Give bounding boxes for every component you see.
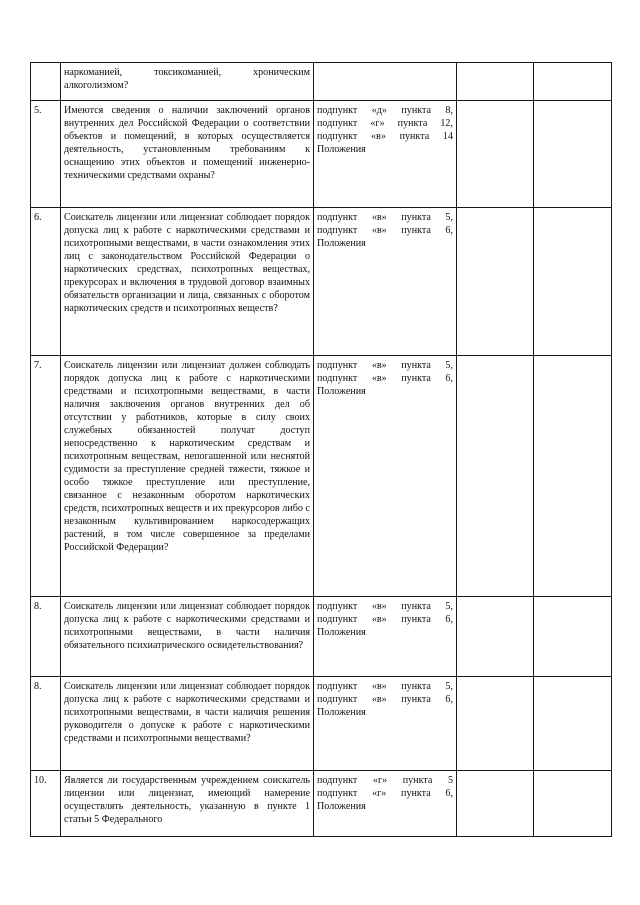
row-number: 10. xyxy=(31,771,61,837)
note-cell xyxy=(534,771,612,837)
legal-reference xyxy=(314,208,457,356)
row-number: 6. xyxy=(31,208,61,356)
reference-line: подпункт «в» пункта 5, xyxy=(317,681,453,692)
reference-line: подпункт «в» пункта 5, xyxy=(317,212,453,223)
requirement-question: Соискатель лицензии или лицензиат соблюдает порядок допуска лиц к работе с наркотическими средствами и психотропными веществами, в части наличия обязательного психиатрического освидетельствования? xyxy=(61,597,314,677)
row-number: 7. xyxy=(31,356,61,597)
note-cell xyxy=(534,208,612,356)
answer-cell xyxy=(457,356,534,597)
table-row xyxy=(31,597,612,677)
answer-cell xyxy=(457,677,534,771)
note-cell xyxy=(534,101,612,208)
answer-cell xyxy=(457,597,534,677)
reference-line: подпункт «в» пункта 14 xyxy=(317,131,453,142)
reference-line: подпункт «в» пункта 6, xyxy=(317,373,453,384)
reference-line: Положения xyxy=(317,707,366,718)
requirement-question: Имеются сведения о наличии заключений органов внутренних дел Российской Федерации о соответствии объектов и помещений, в которых осуществляется деятельность, установленным требованиям к оснащению этих объектов и помещений инженерно-техническими средствами охраны? xyxy=(61,101,314,208)
row-number: 5. xyxy=(31,101,61,208)
requirement-question: наркоманией, токсикоманией, хроническим алкоголизмом? xyxy=(61,63,314,101)
reference-line: подпункт «в» пункта 5, xyxy=(317,601,453,612)
reference-line: Положения xyxy=(317,144,366,155)
table-row xyxy=(31,208,612,356)
table-row xyxy=(31,677,612,771)
requirement-question: Соискатель лицензии или лицензиат должен соблюдать порядок допуска лиц к работе с наркотическими средствами и психотропными веществами, в части наличия заключения органов внутренних дел об отсутствии у работников, которые в силу своих служебных обязанностей получат доступ непосредственно к наркотическим средствам и психотропным веществам, непогашенной или неснятой судимости за преступление средней тяжести, тяжкое и особо тяжкое преступление или преступление, связанное с незаконным оборотом наркотических средств, психотропных веществ и их прекурсоров либо с незаконным культивированием наркосодержащих растений, в том числе совершенное за пределами Российской Федерации? xyxy=(61,356,314,597)
row-number xyxy=(31,63,61,101)
legal-reference xyxy=(314,101,457,208)
table-row xyxy=(31,63,612,101)
reference-line: Положения xyxy=(317,627,366,638)
requirement-question: Соискатель лицензии или лицензиат соблюдает порядок допуска лиц к работе с наркотическими средствами и психотропными веществами, в части наличия решения руководителя о допуске к работе с наркотическими средствами и психотропными веществами? xyxy=(61,677,314,771)
note-cell xyxy=(534,597,612,677)
answer-cell xyxy=(457,63,534,101)
table-row xyxy=(31,771,612,837)
note-cell xyxy=(534,356,612,597)
answer-cell xyxy=(457,771,534,837)
reference-line: Положения xyxy=(317,386,366,397)
legal-reference xyxy=(314,597,457,677)
table-body xyxy=(31,63,612,837)
reference-line: подпункт «д» пункта 8, xyxy=(317,105,453,116)
reference-line: подпункт «в» пункта 5, xyxy=(317,360,453,371)
legal-reference xyxy=(314,356,457,597)
note-cell xyxy=(534,63,612,101)
reference-line: подпункт «г» пункта 12, xyxy=(317,118,453,129)
answer-cell xyxy=(457,101,534,208)
requirements-table xyxy=(30,62,612,837)
reference-line: подпункт «в» пункта 6, xyxy=(317,614,453,625)
reference-line: подпункт «в» пункта 6, xyxy=(317,694,453,705)
table-row xyxy=(31,101,612,208)
row-number: 8. xyxy=(31,597,61,677)
reference-line: Положения xyxy=(317,238,366,249)
legal-reference xyxy=(314,771,457,837)
row-number: 8. xyxy=(31,677,61,771)
reference-line: подпункт «г» пункта 5 xyxy=(317,775,453,786)
legal-reference xyxy=(314,677,457,771)
reference-line: подпункт «г» пункта 6, xyxy=(317,788,453,799)
answer-cell xyxy=(457,208,534,356)
reference-line: подпункт «в» пункта 6, xyxy=(317,225,453,236)
legal-reference xyxy=(314,63,457,101)
reference-line: Положения xyxy=(317,801,366,812)
note-cell xyxy=(534,677,612,771)
requirement-question: Соискатель лицензии или лицензиат соблюдает порядок допуска лиц к работе с наркотическими средствами и психотропными веществами, в части ознакомления этих лиц с законодательством Российской Федерации о наркотических средствах, психотропных веществах, прекурсорах и включения в трудовой договор взаимных обязательств организации и лица, связанных с оборотом наркотических средств и психотропных веществ? xyxy=(61,208,314,356)
requirement-question: Является ли государственным учреждением соискатель лицензии или лицензиат, имеющий намерение осуществлять деятельность, указанную в пункте 1 статьи 5 Федерального xyxy=(61,771,314,837)
table-row xyxy=(31,356,612,597)
